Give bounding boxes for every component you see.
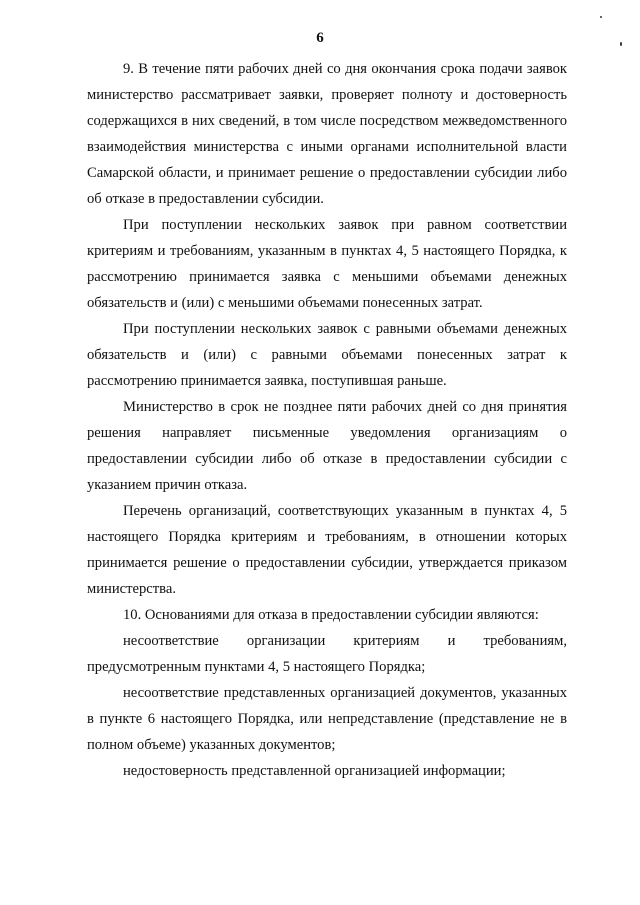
paragraph-organization-list: Перечень организаций, соответствующих указанным в пунктах 4, 5 настоящего Порядка критериям и требованиям, в отношении которых принимается решение о предоставлении субсидии, утверждается приказом министерства. [87, 503, 567, 597]
paragraph-refusal-ground-3: недостоверность представленной организацией информации; [123, 763, 506, 779]
scan-speck [600, 16, 602, 18]
paragraph-item-10: 10. Основаниями для отказа в предоставлении субсидии являются: [123, 607, 539, 623]
scan-speck [620, 42, 622, 46]
paragraph-notification: Министерство в срок не позднее пяти рабочих дней со дня принятия решения направляет письменные уведомления организациям о предоставлении субсидии либо об отказе в предоставлении субсидии с указанием причин отказа. [87, 399, 567, 493]
document-body [87, 56, 567, 784]
page-number: 6 [316, 30, 324, 46]
paragraph-equal-criteria: При поступлении нескольких заявок при равном соответствии критериям и требованиям, указанным в пунктах 4, 5 настоящего Порядка, к рассмотрению принимается заявка с меньшими объемами денежных обязательств и (или) с меньшими объемами понесенных затрат. [87, 217, 567, 311]
paragraph-item-9: 9. В течение пяти рабочих дней со дня окончания срока подачи заявок министерство рассматривает заявки, проверяет полноту и достоверность содержащихся в них сведений, в том числе посредством межведомственного взаимодействия министерства с иными органами исполнительной власти Самарской области, и принимает решение о предоставлении субсидии либо об отказе в предоставлении субсидии. [87, 61, 567, 207]
paragraph-refusal-ground-2: несоответствие представленных организацией документов, указанных в пункте 6 настоящего Порядка, или непредставление (представление не в полном объеме) указанных документов; [87, 685, 567, 753]
paragraph-refusal-ground-1: несоответствие организации критериям и требованиям, предусмотренным пунктами 4, 5 настоящего Порядка; [87, 633, 567, 675]
paragraph-equal-amounts: При поступлении нескольких заявок с равными объемами денежных обязательств и (или) с равными объемами понесенных затрат к рассмотрению принимается заявка, поступившая раньше. [87, 321, 567, 389]
